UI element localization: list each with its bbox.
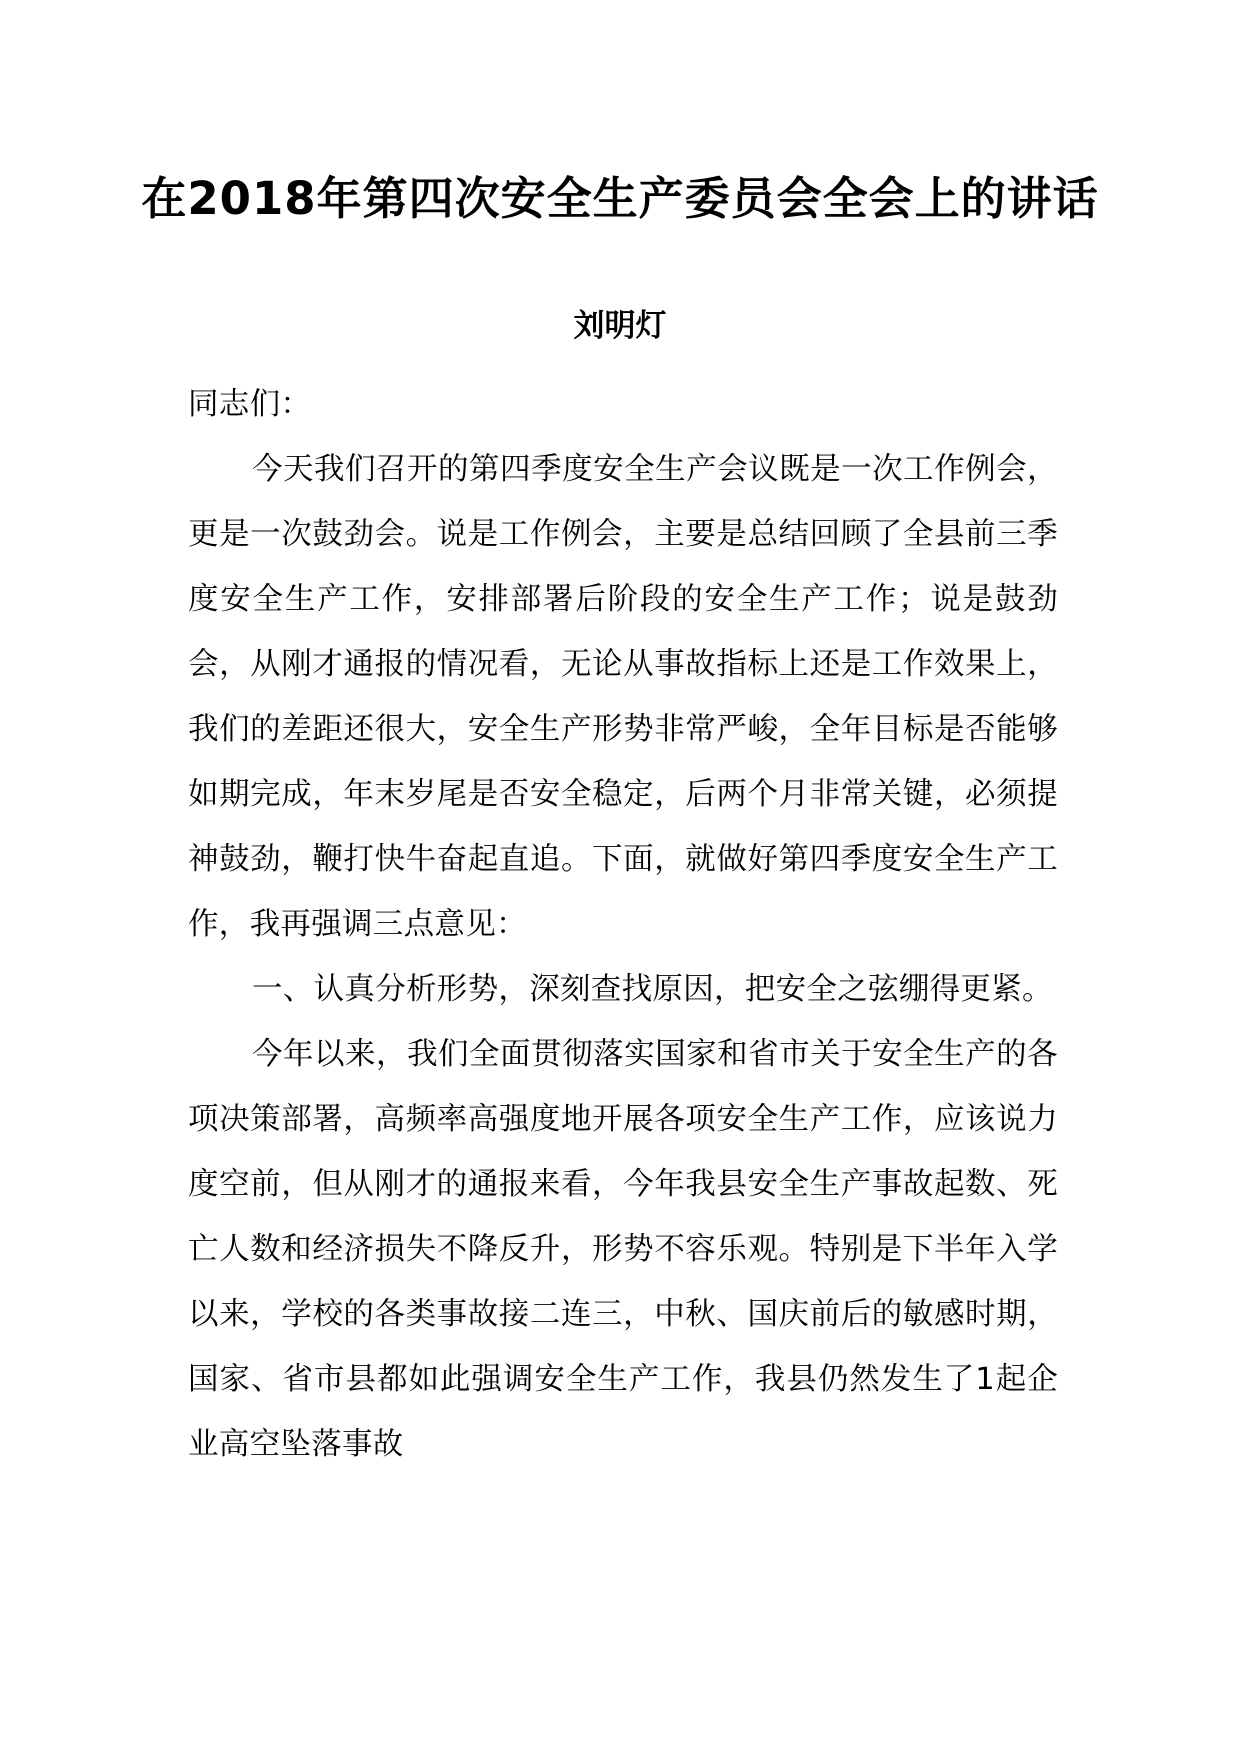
paragraph-section-1: 今年以来，我们全面贯彻落实国家和省市关于安全生产的各项决策部署，高频率高强度地开展各项安全生产工作，应该说力度空前，但从刚才的通报来看，今年我县安全生产事故起数、死亡人数和经济损失不降反升，形势不容乐观。特别是下半年入学以来，学校的各类事故接二连三，中秋、国庆前后的敏感时期，国家、省市县都如此强调安全生产工作，我县仍然发生了1起企业高空坠落事故 — [188, 1037, 1058, 1462]
document-body — [188, 372, 1058, 1477]
document-title: 在2018年第四次安全生产委员会全会上的讲话 — [141, 172, 1099, 225]
salutation: 同志们： — [188, 387, 312, 422]
document-author: 刘明灯 — [573, 308, 667, 344]
section-heading-1: 一、认真分析形势，深刻查找原因，把安全之弦绷得更紧。 — [252, 972, 1053, 1007]
paragraph-intro: 今天我们召开的第四季度安全生产会议既是一次工作例会，更是一次鼓劲会。说是工作例会，主要是总结回顾了全县前三季度安全生产工作，安排部署后阶段的安全生产工作；说是鼓劲会，从刚才通报的情况看，无论从事故指标上还是工作效果上，我们的差距还很大，安全生产形势非常严峻，全年目标是否能够如期完成，年末岁尾是否安全稳定，后两个月非常关键，必须提神鼓劲，鞭打快牛奋起直追。下面，就做好第四季度安全生产工作，我再强调三点意见： — [188, 452, 1058, 942]
